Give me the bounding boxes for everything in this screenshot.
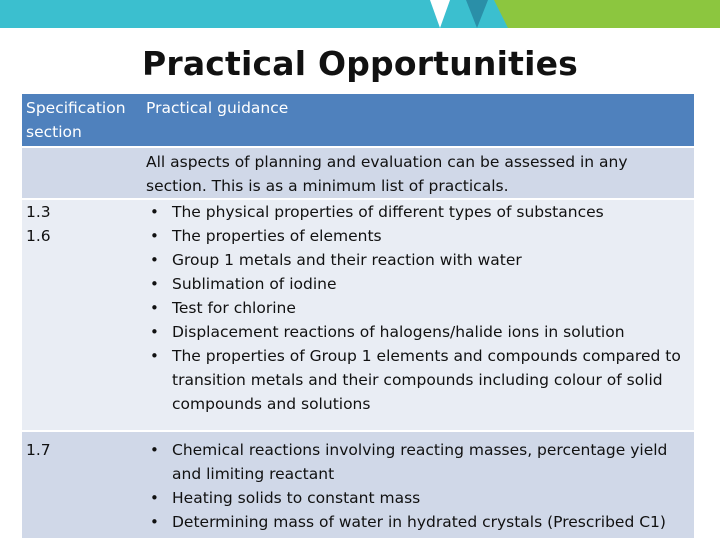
practicals-table (22, 94, 694, 538)
guidance-list (146, 200, 690, 416)
table-header-row (22, 94, 694, 146)
list-item: • The physical properties of different types of substances (146, 200, 690, 224)
slide-title (0, 44, 720, 83)
intro-text: All aspects of planning and evaluation can be assessed in any section. This is as a minimum list of practicals. (142, 146, 694, 198)
section-number: 1.7 (26, 441, 51, 459)
slide-title-text: Practical Opportunities (141, 44, 579, 83)
header-spec-section: Specification section (22, 94, 142, 146)
list-item: • The properties of Group 1 elements and compounds compared to transition metals and their compounds including colour of solid compounds and solutions (146, 344, 690, 416)
list-item: • Displacement reactions of halogens/halide ions in solution (146, 320, 690, 344)
list-item: • Sublimation of iodine (146, 272, 690, 296)
guidance-cell (142, 430, 694, 538)
list-item: • Determining mass of water in hydrated crystals (Prescribed C1) (146, 510, 690, 534)
guidance-list (146, 438, 690, 534)
list-item: • Group 1 metals and their reaction with water (146, 248, 690, 272)
section-cell (22, 198, 142, 430)
table-row-intro (22, 146, 694, 198)
list-item: • Chemical reactions involving reacting masses, percentage yield and limiting reactant (146, 438, 690, 486)
list-item: • Test for chlorine (146, 296, 690, 320)
table-row (22, 198, 694, 430)
section-number: 1.6 (26, 227, 51, 245)
section-cell (22, 430, 142, 538)
decorative-banner (0, 0, 720, 28)
list-item: • Heating solids to constant mass (146, 486, 690, 510)
guidance-cell (142, 198, 694, 430)
header-practical-guidance: Practical guidance (142, 94, 694, 146)
intro-section-cell (22, 146, 142, 198)
list-item: • The properties of elements (146, 224, 690, 248)
section-number: 1.3 (26, 203, 51, 221)
table-row (22, 430, 694, 538)
